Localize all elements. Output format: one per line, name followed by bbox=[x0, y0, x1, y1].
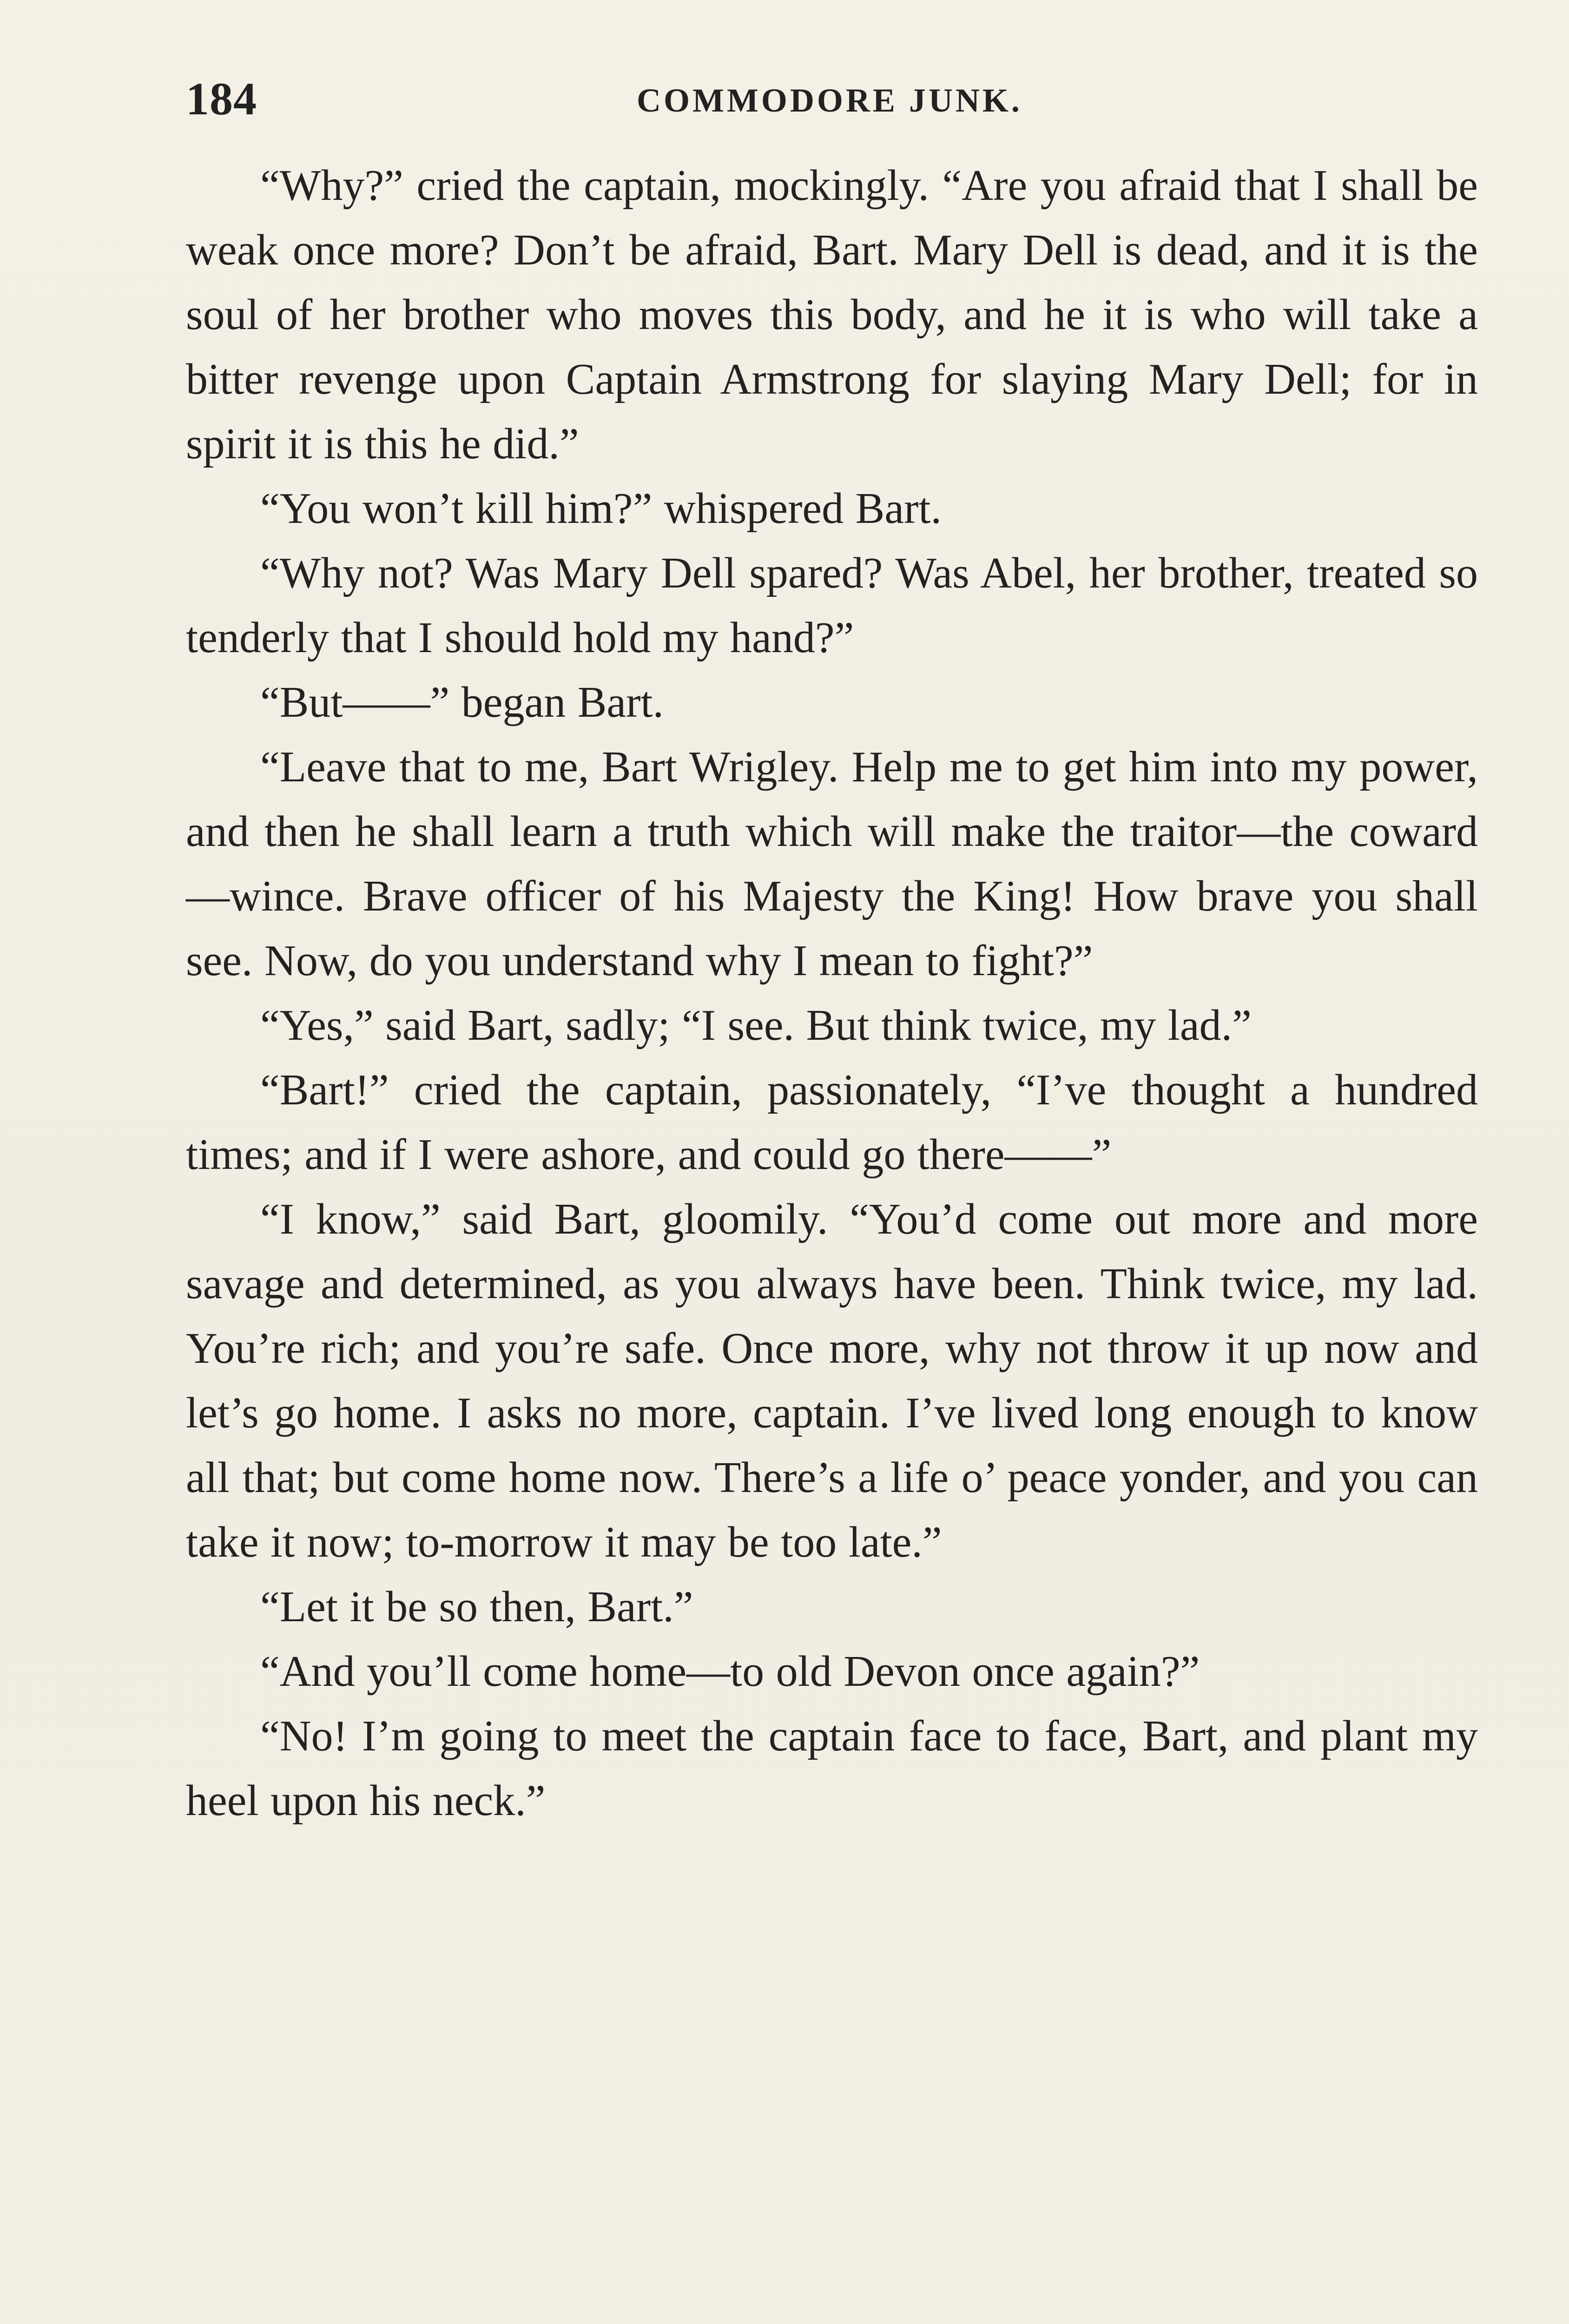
paragraph: “Why?” cried the captain, mockingly. “Are you afraid that I shall be weak once more? Don’t be afraid, Bart. Mary Dell is dead, and it is the soul of her brother who moves this body, and he it is who will take a bitter revenge upon Captain Armstrong for slaying Mary Dell; for in spirit it is this he did.” bbox=[186, 161, 1478, 468]
page-header bbox=[186, 72, 1478, 128]
paragraph: “Why not? Was Mary Dell spared? Was Abel, her brother, treated so tenderly that I should hold my hand?” bbox=[186, 549, 1478, 662]
paragraph: “No! I’m going to meet the captain face to face, Bart, and plant my heel upon his neck.” bbox=[186, 1712, 1478, 1825]
paragraph: “Leave that to me, Bart Wrigley. Help me to get him into my power, and then he shall learn a truth which will make the traitor—the coward—wince. Brave officer of his Majesty the King! How brave you shall see. Now, do you understand why I mean to fight?” bbox=[186, 743, 1478, 985]
body-text bbox=[186, 153, 1478, 1833]
paragraph: “You won’t kill him?” whispered Bart. bbox=[260, 484, 942, 533]
paragraph: “But——” began Bart. bbox=[260, 678, 664, 726]
page-number: 184 bbox=[186, 73, 257, 125]
paragraph: “Let it be so then, Bart.” bbox=[260, 1583, 693, 1631]
paragraph: “And you’ll come home—to old Devon once again?” bbox=[260, 1647, 1200, 1696]
paragraph: “Yes,” said Bart, sadly; “I see. But think twice, my lad.” bbox=[260, 1001, 1252, 1050]
paragraph: “I know,” said Bart, gloomily. “You’d come out more and more savage and determined, as you always have been. Think twice, my lad. You’re rich; and you’re safe. Once more, why not throw it up now and let’s go home. I asks no more, captain. I’ve lived long enough to know all that; but come home now. There’s a life o’ peace yonder, and you can take it now; to-morrow it may be too late.” bbox=[186, 1195, 1478, 1566]
paragraph: “Bart!” cried the captain, passionately, “I’ve thought a hundred times; and if I were ashore, and could go there——” bbox=[186, 1066, 1478, 1179]
running-title: COMMODORE JUNK. bbox=[637, 82, 1022, 119]
